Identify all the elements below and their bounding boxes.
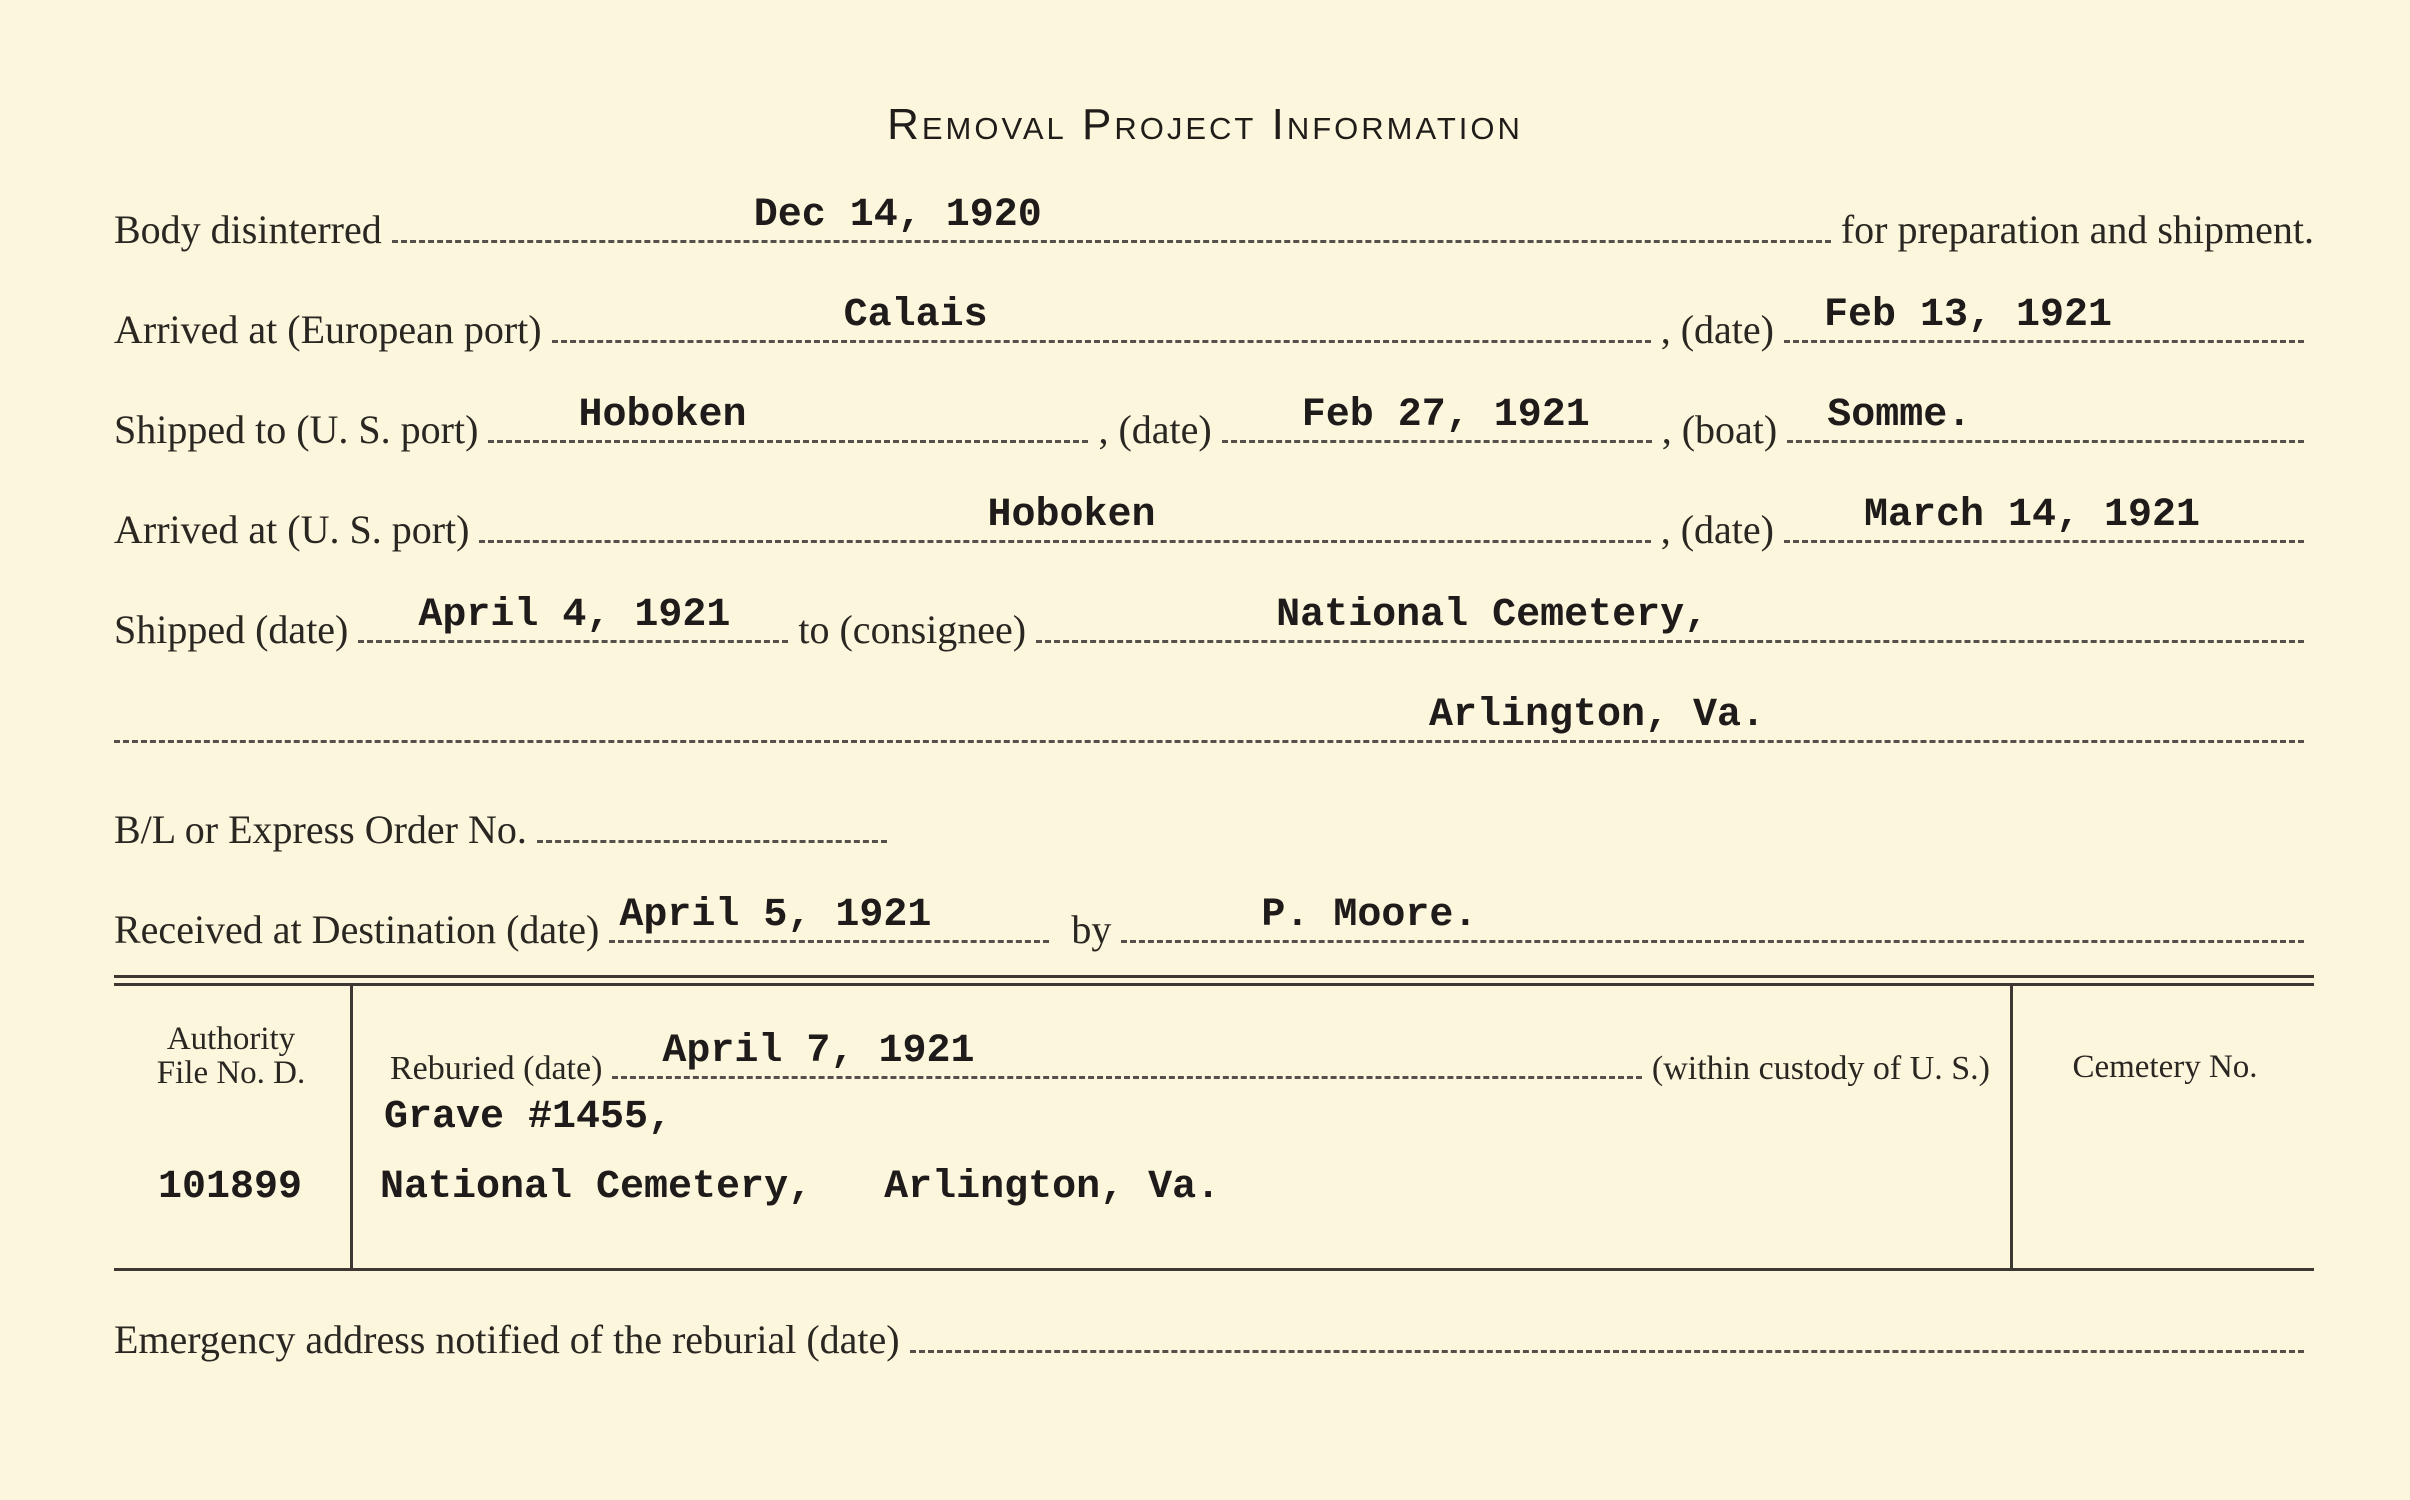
shipped-us-value: Hoboken xyxy=(578,393,747,438)
arrived-us-row xyxy=(114,493,2314,556)
shipped-us-boat-label: , (boat) xyxy=(1661,407,1778,452)
arrived-european-date-field xyxy=(1784,293,2304,343)
emergency-field xyxy=(910,1310,2304,1353)
emergency-row xyxy=(114,1310,2314,1366)
arrived-european-date-value: Feb 13, 1921 xyxy=(1824,293,2113,338)
shipped-us-date-field xyxy=(1222,393,1652,443)
arrived-us-field xyxy=(479,493,1650,543)
box-bottom-rule xyxy=(114,1268,2314,1271)
shipped-us-label: Shipped to (U. S. port) xyxy=(114,407,479,452)
body-disinterred-suffix: for preparation and shipment. xyxy=(1840,207,2314,252)
consignee-continuation-row xyxy=(114,693,2314,756)
reburied-field xyxy=(612,1029,1642,1079)
shipped-us-boat-value: Somme. xyxy=(1827,393,1972,438)
authority-label-line2: File No. D. xyxy=(156,1055,306,1091)
consignee-field xyxy=(1036,593,2304,643)
arrived-us-label: Arrived at (U. S. port) xyxy=(114,507,470,552)
arrived-european-row xyxy=(114,293,2314,356)
bl-field xyxy=(537,800,887,843)
authority-label-line1: Authority xyxy=(166,1021,296,1057)
grave-number: Grave #1455, xyxy=(384,1095,673,1140)
custody-label: (within custody of U. S.) xyxy=(1651,1050,1990,1087)
consignee-line1: National Cemetery, xyxy=(1276,593,1709,638)
shipped-us-row xyxy=(114,393,2314,456)
shipped-us-field xyxy=(488,393,1088,443)
bl-label: B/L or Express Order No. xyxy=(114,807,527,852)
emergency-label: Emergency address notified of the reburial (date) xyxy=(114,1317,900,1362)
reburied-value: April 7, 1921 xyxy=(662,1029,975,1074)
shipped-date-label: Shipped (date) xyxy=(114,607,349,652)
shipped-us-date-value: Feb 27, 1921 xyxy=(1301,393,1590,438)
box-divider-right xyxy=(2010,985,2013,1268)
received-field xyxy=(609,893,1049,943)
received-by-field xyxy=(1121,893,2304,943)
reburial-cemetery: National Cemetery, Arlington, Va. xyxy=(380,1165,1221,1210)
authority-label xyxy=(126,1022,336,1090)
received-row xyxy=(114,893,2314,956)
arrived-european-field xyxy=(552,293,1651,343)
bl-row xyxy=(114,800,2314,856)
arrived-us-date-field xyxy=(1784,493,2304,543)
arrived-european-value: Calais xyxy=(843,293,988,338)
box-divider-left xyxy=(350,985,353,1268)
received-value: April 5, 1921 xyxy=(619,893,932,938)
authority-file-number: 101899 xyxy=(158,1165,303,1210)
shipped-date-field xyxy=(358,593,788,643)
form-title: Removal Project Information xyxy=(887,100,1523,149)
shipped-us-date-label: , (date) xyxy=(1098,407,1212,452)
shipped-date-value: April 4, 1921 xyxy=(418,593,731,638)
shipped-date-row xyxy=(114,593,2314,656)
body-disinterred-label: Body disinterred xyxy=(114,207,382,252)
cemetery-no-label: Cemetery No. xyxy=(2072,1049,2258,1085)
consignee-continuation-field xyxy=(114,693,2304,743)
body-disinterred-field xyxy=(392,193,1831,243)
consignee-label: to (consignee) xyxy=(798,607,1027,652)
reburied-label: Reburied (date) xyxy=(390,1050,603,1087)
received-by-value: P. Moore. xyxy=(1261,893,1478,938)
consignee-line2: Arlington, Va. xyxy=(1429,693,1766,738)
shipped-us-boat-field xyxy=(1787,393,2304,443)
body-disinterred-value: Dec 14, 1920 xyxy=(753,193,1042,238)
body-disinterred-row xyxy=(114,193,2314,256)
arrived-us-date-label: , (date) xyxy=(1660,507,1774,552)
arrived-us-date-value: March 14, 1921 xyxy=(1864,493,2201,538)
reburied-row xyxy=(390,1029,1990,1088)
box-top-rule-2 xyxy=(114,983,2314,986)
arrived-european-label: Arrived at (European port) xyxy=(114,307,542,352)
arrived-european-date-label: , (date) xyxy=(1660,307,1774,352)
received-label: Received at Destination (date) xyxy=(114,907,600,952)
arrived-us-value: Hoboken xyxy=(987,493,1156,538)
box-top-rule xyxy=(114,975,2314,978)
received-by-label: by xyxy=(1071,907,1112,952)
